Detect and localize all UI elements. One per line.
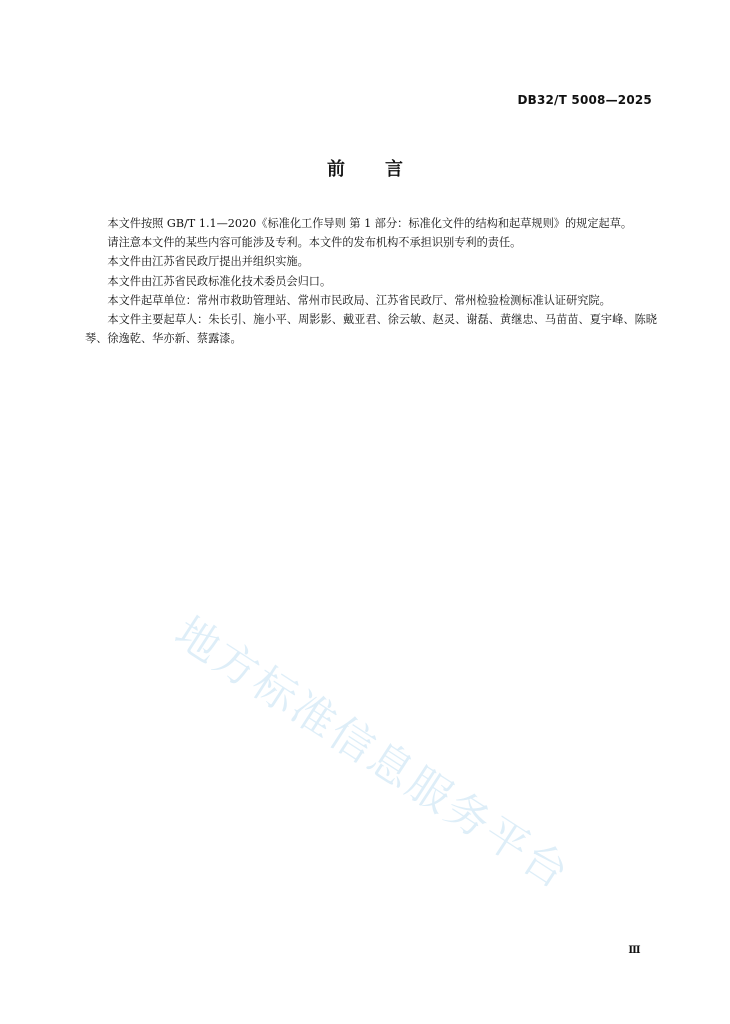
page-title: 前言 <box>327 159 443 180</box>
paragraph-drafters: 本文件主要起草人：朱长引、施小平、周影影、戴亚君、徐云敏、赵灵、谢磊、黄继忠、马苗苗、夏宇峰、陈晓琴、徐逸乾、华亦新、蔡露漆。 <box>85 313 657 346</box>
paragraph-proposer: 本文件由江苏省民政厅提出并组织实施。 <box>107 255 309 269</box>
paragraph-drafting-units: 本文件起草单位：常州市救助管理站、常州市民政局、江苏省民政厅、常州检验检测标准认证研究院。 <box>107 293 611 307</box>
watermark-text: 地方标准信息服务平台 <box>165 607 579 901</box>
paragraph-standard-basis: 本文件按照 GB/T 1.1—2020《标准化工作导则 第 1 部分：标准化文件的结构和起草规则》的规定起草。 <box>107 217 633 230</box>
foreword-body <box>85 214 657 348</box>
page-number: Ⅲ <box>628 945 641 956</box>
document-code: DB32/T 5008—2025 <box>517 93 652 107</box>
paragraph-committee: 本文件由江苏省民政标准化技术委员会归口。 <box>107 274 332 288</box>
paragraph-patent-notice: 请注意本文件的某些内容可能涉及专利。本文件的发布机构不承担识别专利的责任。 <box>107 236 522 250</box>
